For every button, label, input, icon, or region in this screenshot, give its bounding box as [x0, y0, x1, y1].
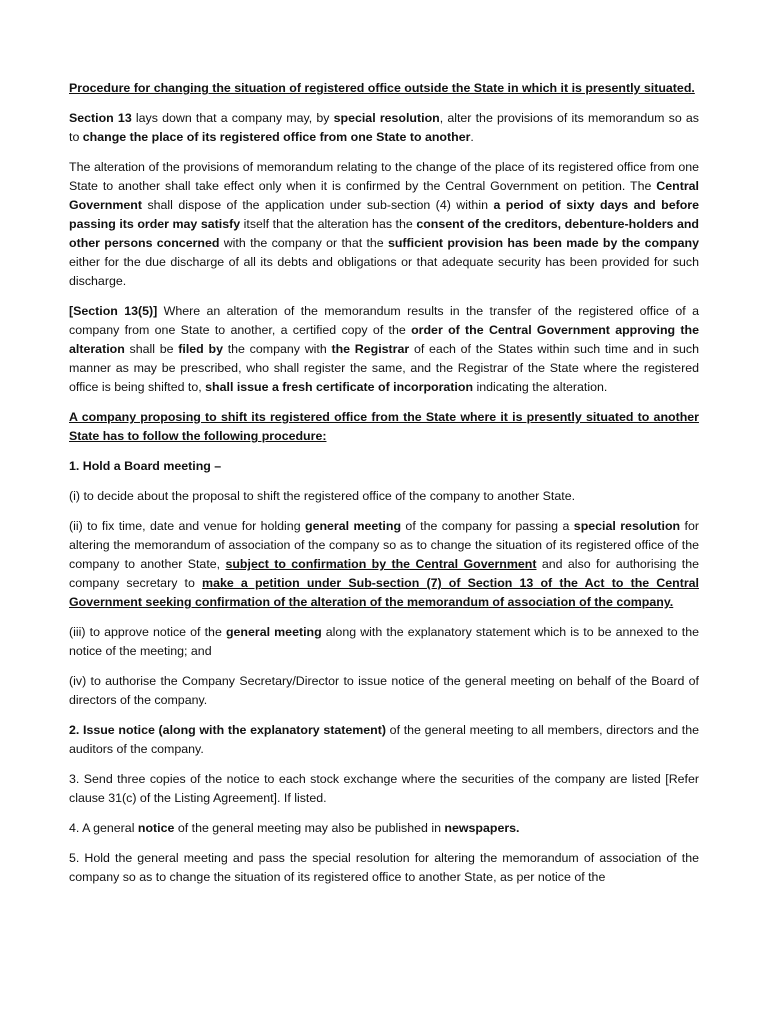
paragraph-p2: [69, 158, 699, 291]
body-text: .: [470, 130, 474, 144]
paragraph-p7: [69, 517, 699, 612]
emphasis-text: 2. Issue notice (along with the explanatory statement): [69, 723, 386, 737]
emphasis-text: order of the Central Government approving the alteration: [69, 323, 699, 356]
paragraph-p9: [69, 672, 699, 710]
emphasis-text: special resolution: [333, 111, 440, 125]
body-text: (iii) to approve notice of the: [69, 625, 226, 639]
body-text: with the company or that the: [219, 236, 388, 250]
body-text: 5. Hold the general meeting and pass the special resolution for altering the memorandum of association of the company so as to change the situation of its registered office to another State, as per notice of the: [69, 851, 699, 884]
body-text: lays down that a company may, by: [131, 111, 334, 125]
emphasis-text: make a petition under Sub-section (7) of Section 13 of the Act to the Central Government seeking confirmation of the alteration of the memorandum of association of the company.: [69, 576, 699, 609]
paragraph-p4: [69, 408, 699, 446]
body-text: of the general meeting to all members, directors and the auditors of the company.: [69, 723, 699, 756]
emphasis-text: change the place of its registered office from one State to another: [82, 130, 471, 144]
body-text: indicating the alteration.: [473, 380, 608, 394]
emphasis-text: Central Government: [69, 179, 699, 212]
emphasis-text: special resolution: [573, 519, 681, 533]
emphasis-text: newspapers.: [444, 821, 520, 835]
body-text: shall be: [124, 342, 179, 356]
body-text: 3. Send three copies of the notice to each stock exchange where the securities of the company are listed [Refer clause 31(c) of the Listing Agreement]. If listed.: [69, 772, 699, 805]
document-title: Procedure for changing the situation of registered office outside the State in which it is presently situated.: [69, 81, 695, 95]
body-text: of the general meeting may also be published in: [174, 821, 445, 835]
paragraph-p3: [69, 302, 699, 397]
body-text: (i) to decide about the proposal to shift the registered office of the company to another State.: [69, 489, 576, 503]
body-text: along with the explanatory statement which is to be annexed to the notice of the meeting; and: [69, 625, 699, 658]
emphasis-text: a period of sixty days and before passing its order may satisfy: [69, 198, 700, 231]
paragraph-p12: [69, 819, 699, 838]
emphasis-text: the Registrar: [331, 342, 410, 356]
body-text: for altering the memorandum of association of the company so as to change the situation of its registered office of the company to another State,: [69, 519, 699, 571]
body-text: of the company for passing a: [401, 519, 574, 533]
emphasis-text: general meeting: [225, 625, 322, 639]
body-text: and also for authorising the company secretary to: [69, 557, 700, 590]
emphasis-text: A company proposing to shift its registered office from the State where it is presently situated to another State has to follow the following procedure:: [69, 410, 699, 443]
emphasis-text: [Section 13(5)]: [69, 304, 158, 318]
body-text: The alteration of the provisions of memorandum relating to the change of the place of its registered office from one State to another shall take effect only when it is confirmed by the Central Government on petition. The: [69, 160, 699, 193]
emphasis-text: shall issue a fresh certificate of incorporation: [205, 380, 474, 394]
body-text: either for the due discharge of all its debts and obligations or that adequate security has been provided for such discharge.: [69, 255, 699, 288]
paragraph-p10: [69, 721, 699, 759]
body-text: of each of the States within such time and in such manner as may be prescribed, who shall register the same, and the Registrar of the State where the registered office is being shifted to,: [69, 342, 700, 394]
body-text: the company with: [222, 342, 332, 356]
emphasis-text: Section 13: [69, 111, 132, 125]
document-body: [69, 109, 699, 887]
body-text: itself that the alteration has the: [240, 217, 417, 231]
paragraph-p1: [69, 109, 699, 147]
emphasis-text: general meeting: [305, 519, 402, 533]
emphasis-text: filed by: [178, 342, 223, 356]
paragraph-p13: [69, 849, 699, 887]
body-text: shall dispose of the application under sub-section (4) within: [141, 198, 494, 212]
body-text: 4. A general: [69, 821, 138, 835]
emphasis-text: sufficient provision has been made by the company: [387, 236, 699, 250]
body-text: (ii) to fix time, date and venue for holding: [69, 519, 306, 533]
body-text: , alter the provisions of its memorandum so as to: [69, 111, 699, 144]
emphasis-text: subject to confirmation by the Central Government: [225, 557, 537, 571]
body-text: Where an alteration of the memorandum results in the transfer of the registered office of a company from one State to another, a certified copy of the: [69, 304, 699, 337]
document-page: [69, 79, 699, 898]
emphasis-text: notice: [137, 821, 175, 835]
paragraph-p6: [69, 487, 699, 506]
paragraph-p11: [69, 770, 699, 808]
paragraph-p8: [69, 623, 699, 661]
emphasis-text: consent of the creditors, debenture-holders and other persons concerned: [69, 217, 699, 250]
emphasis-text: 1. Hold a Board meeting –: [69, 459, 222, 473]
body-text: (iv) to authorise the Company Secretary/Director to issue notice of the general meeting on behalf of the Board of directors of the company.: [69, 674, 699, 707]
paragraph-p5: [69, 457, 699, 476]
